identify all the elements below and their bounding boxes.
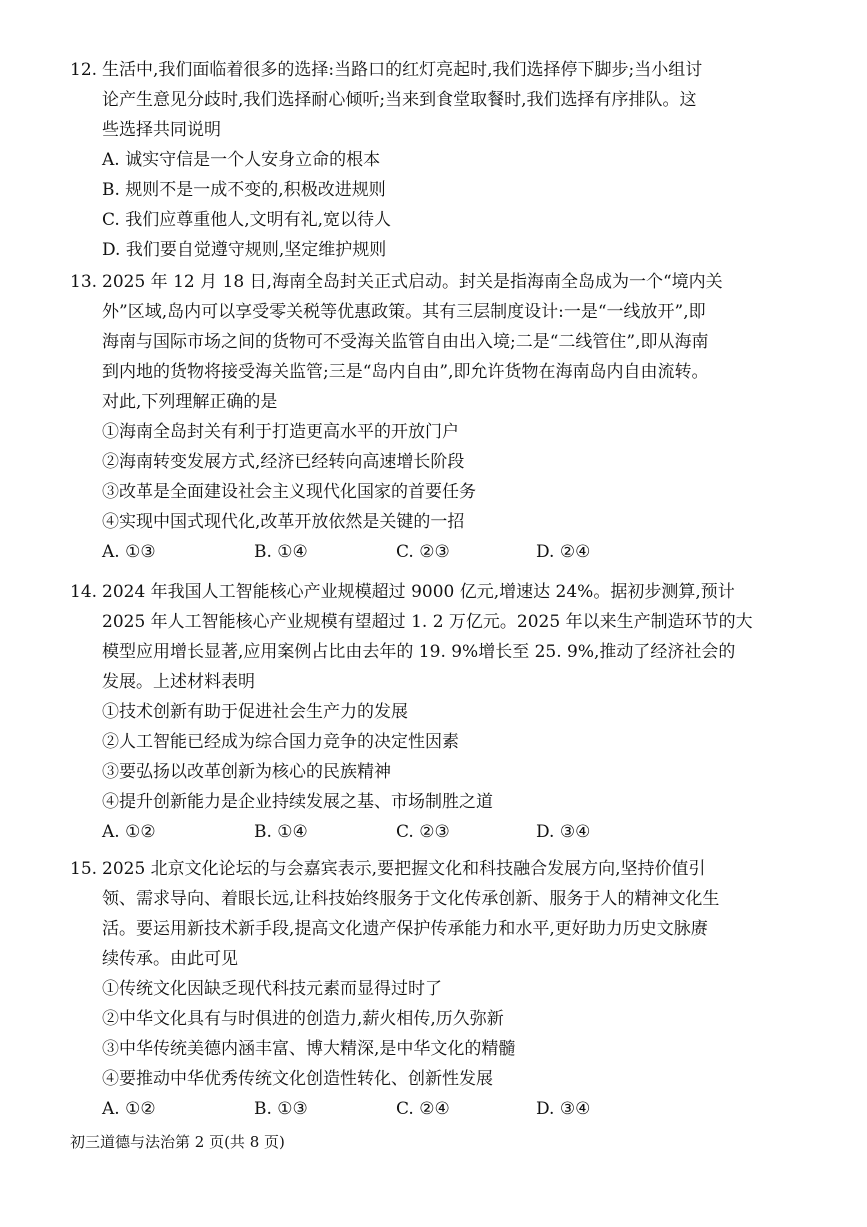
question-stem-line: 论产生意见分歧时,我们选择耐心倾听;当来到食堂取餐时,我们选择有序排队。这 [102,90,697,110]
question-14 [70,577,802,847]
question-stem-line: 13. 2025 年 12 月 18 日,海南全岛封关正式启动。封关是指海南全岛成为一个“境内关 [102,267,802,297]
question-stem-line: 14. 2024 年我国人工智能核心产业规模超过 9000 亿元,增速达 24%。据初步测算,预计 [102,577,802,607]
statement-4: ④提升创新能力是企业持续发展之基、市场制胜之道 [102,792,493,812]
statement-1: ①技术创新有助于促进社会生产力的发展 [102,702,408,722]
question-stem-line: 15. 2025 北京文化论坛的与会嘉宾表示,要把握文化和科技融合发展方向,坚持价值引 [102,854,802,884]
option-b: B. 规则不是一成不变的,积极改进规则 [102,180,386,200]
question-stem-line: 发展。上述材料表明 [102,672,255,692]
choice-c: C. ②③ [396,822,450,842]
statement-3: ③要弘扬以改革创新为核心的民族精神 [102,762,391,782]
choice-c: C. ②③ [396,542,450,562]
choice-row [102,817,802,847]
choice-row [102,537,802,567]
choice-row [102,1094,802,1124]
question-number: 14. [70,582,98,602]
question-stem-line: 海南与国际市场之间的货物可不受海关监管自由出入境;二是“二线管住”,即从海南 [102,332,709,352]
statement-4: ④实现中国式现代化,改革开放依然是关键的一招 [102,512,465,532]
choice-b: B. ①④ [254,822,308,842]
choice-b: B. ①③ [254,1099,308,1119]
question-stem-line: 2025 年人工智能核心产业规模有望超过 1. 2 万亿元。2025 年以来生产制造环节的大 [102,612,753,632]
statement-2: ②人工智能已经成为综合国力竞争的决定性因素 [102,732,459,752]
question-stem-line: 对此,下列理解正确的是 [102,392,278,412]
statement-1: ①传统文化因缺乏现代科技元素而显得过时了 [102,979,442,999]
option-a: A. 诚实守信是一个人安身立命的根本 [102,150,381,170]
question-stem-line: 模型应用增长显著,应用案例占比由去年的 19. 9%增长至 25. 9%,推动了经济社会的 [102,642,736,662]
statement-3: ③改革是全面建设社会主义现代化国家的首要任务 [102,482,476,502]
statement-2: ②海南转变发展方式,经济已经转向高速增长阶段 [102,452,465,472]
question-15 [70,854,802,1124]
question-stem-line: 活。要运用新技术新手段,提高文化遗产保护传承能力和水平,更好助力历史文脉赓 [102,919,708,939]
question-13 [70,267,802,567]
choice-a: A. ①③ [102,542,156,562]
choice-a: A. ①② [102,822,156,842]
option-d: D. 我们要自觉遵守规则,坚定维护规则 [102,240,387,260]
question-stem-line: 到内地的货物将接受海关监管;三是“岛内自由”,即允许货物在海南岛内自由流转。 [102,362,709,382]
question-stem-line: 12. 生活中,我们面临着很多的选择:当路口的红灯亮起时,我们选择停下脚步;当小组讨 [102,55,802,85]
choice-c: C. ②④ [396,1099,450,1119]
statement-4: ④要推动中华优秀传统文化创造性转化、创新性发展 [102,1069,493,1089]
question-stem-line: 领、需求导向、着眼长远,让科技始终服务于文化传承创新、服务于人的精神文化生 [102,889,720,909]
choice-a: A. ①② [102,1099,156,1119]
question-stem-line: 续传承。由此可见 [102,949,238,969]
question-number: 12. [70,60,98,80]
statement-2: ②中华文化具有与时俱进的创造力,薪火相传,历久弥新 [102,1009,504,1029]
option-c: C. 我们应尊重他人,文明有礼,宽以待人 [102,210,392,230]
question-stem-line: 些选择共同说明 [102,120,221,140]
choice-d: D. ③④ [536,822,591,842]
choice-b: B. ①④ [254,542,308,562]
statement-1: ①海南全岛封关有利于打造更高水平的开放门户 [102,422,459,442]
choice-d: D. ③④ [536,1099,591,1119]
question-12 [70,55,802,265]
statement-3: ③中华传统美德内涵丰富、博大精深,是中华文化的精髓 [102,1039,516,1059]
question-stem-line: 外”区域,岛内可以享受零关税等优惠政策。其有三层制度设计:一是“一线放开”,即 [102,302,706,322]
question-number: 15. [70,859,98,879]
page-footer: 初三道德与法治第 2 页(共 8 页) [70,1133,285,1151]
question-number: 13. [70,272,98,292]
choice-d: D. ②④ [536,542,591,562]
